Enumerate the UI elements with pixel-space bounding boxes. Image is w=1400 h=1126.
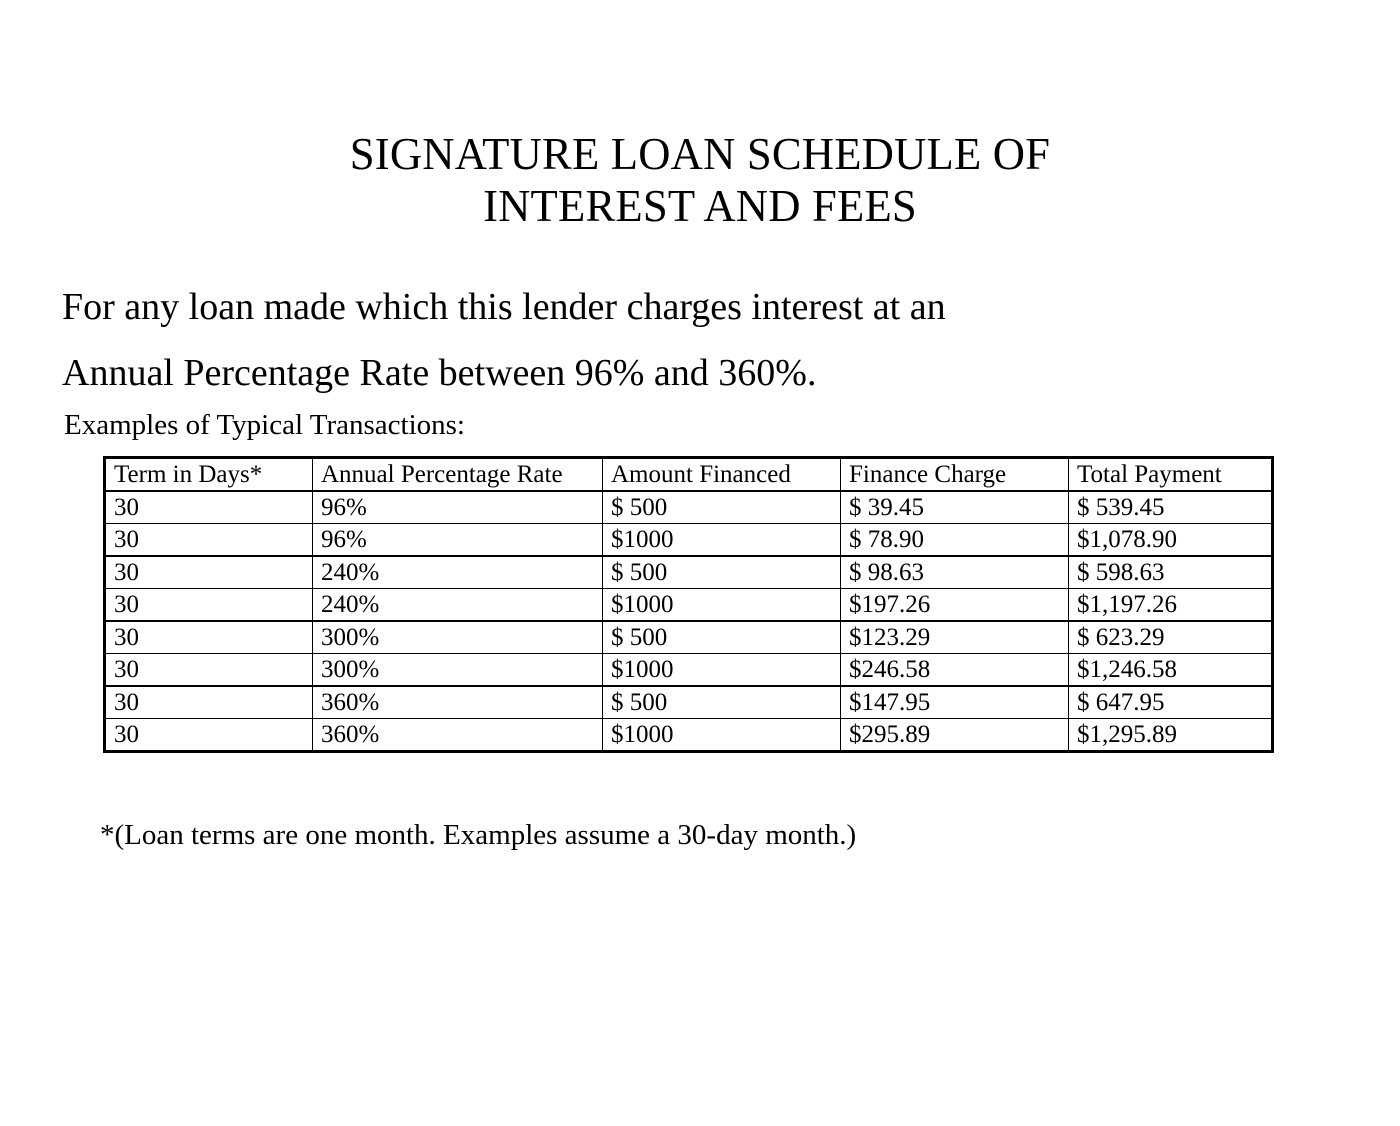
rate-table-body xyxy=(105,491,1273,752)
cell-term-in-days: 30 xyxy=(105,686,313,719)
table-row xyxy=(105,556,1273,589)
column-header-annual-percentage-rate: Annual Percentage Rate xyxy=(313,458,603,492)
column-header-finance-charge: Finance Charge xyxy=(841,458,1069,492)
cell-annual-percentage-rate: 96% xyxy=(313,491,603,524)
cell-total-payment: $ 623.29 xyxy=(1069,621,1273,654)
page-title xyxy=(21,128,1379,232)
cell-finance-charge: $123.29 xyxy=(841,621,1069,654)
cell-finance-charge: $197.26 xyxy=(841,589,1069,622)
cell-annual-percentage-rate: 96% xyxy=(313,524,603,557)
table-row xyxy=(105,589,1273,622)
page-title-line-1: SIGNATURE LOAN SCHEDULE OF xyxy=(349,127,1051,179)
footnote: *(Loan terms are one month. Examples assume a 30-day month.) xyxy=(100,819,857,851)
cell-total-payment: $1,295.89 xyxy=(1069,719,1273,752)
cell-total-payment: $ 539.45 xyxy=(1069,491,1273,524)
cell-term-in-days: 30 xyxy=(105,719,313,752)
table-row xyxy=(105,491,1273,524)
examples-intro-label: Examples of Typical Transactions: xyxy=(64,409,465,441)
cell-total-payment: $1,246.58 xyxy=(1069,654,1273,687)
rate-table-head xyxy=(105,458,1273,492)
cell-finance-charge: $246.58 xyxy=(841,654,1069,687)
cell-total-payment: $ 647.95 xyxy=(1069,686,1273,719)
cell-finance-charge: $ 98.63 xyxy=(841,556,1069,589)
cell-total-payment: $1,078.90 xyxy=(1069,524,1273,557)
cell-annual-percentage-rate: 360% xyxy=(313,686,603,719)
table-row xyxy=(105,686,1273,719)
cell-total-payment: $ 598.63 xyxy=(1069,556,1273,589)
table-row xyxy=(105,654,1273,687)
cell-amount-financed: $ 500 xyxy=(603,556,841,589)
cell-term-in-days: 30 xyxy=(105,556,313,589)
cell-amount-financed: $1000 xyxy=(603,589,841,622)
cell-annual-percentage-rate: 360% xyxy=(313,719,603,752)
cell-term-in-days: 30 xyxy=(105,589,313,622)
cell-term-in-days: 30 xyxy=(105,654,313,687)
rate-table xyxy=(103,456,1274,753)
cell-term-in-days: 30 xyxy=(105,524,313,557)
table-row xyxy=(105,524,1273,557)
table-row xyxy=(105,719,1273,752)
table-header-row xyxy=(105,458,1273,492)
cell-annual-percentage-rate: 300% xyxy=(313,654,603,687)
cell-amount-financed: $1000 xyxy=(603,719,841,752)
cell-annual-percentage-rate: 300% xyxy=(313,621,603,654)
cell-amount-financed: $1000 xyxy=(603,654,841,687)
cell-finance-charge: $295.89 xyxy=(841,719,1069,752)
cell-amount-financed: $ 500 xyxy=(603,621,841,654)
column-header-total-payment: Total Payment xyxy=(1069,458,1273,492)
cell-amount-financed: $ 500 xyxy=(603,491,841,524)
cell-finance-charge: $147.95 xyxy=(841,686,1069,719)
page-title-line-2: INTEREST AND FEES xyxy=(483,179,917,231)
table-row xyxy=(105,621,1273,654)
rate-table-container xyxy=(103,456,1271,753)
cell-amount-financed: $1000 xyxy=(603,524,841,557)
column-header-term-in-days: Term in Days* xyxy=(105,458,313,492)
cell-finance-charge: $ 39.45 xyxy=(841,491,1069,524)
cell-term-in-days: 30 xyxy=(105,491,313,524)
cell-amount-financed: $ 500 xyxy=(603,686,841,719)
cell-term-in-days: 30 xyxy=(105,621,313,654)
column-header-amount-financed: Amount Financed xyxy=(603,458,841,492)
lead-paragraph xyxy=(62,274,1322,406)
cell-annual-percentage-rate: 240% xyxy=(313,589,603,622)
lead-paragraph-line-1: For any loan made which this lender charges interest at an xyxy=(62,286,946,328)
lead-paragraph-line-2: Annual Percentage Rate between 96% and 360%. xyxy=(62,352,817,394)
cell-total-payment: $1,197.26 xyxy=(1069,589,1273,622)
cell-finance-charge: $ 78.90 xyxy=(841,524,1069,557)
cell-annual-percentage-rate: 240% xyxy=(313,556,603,589)
